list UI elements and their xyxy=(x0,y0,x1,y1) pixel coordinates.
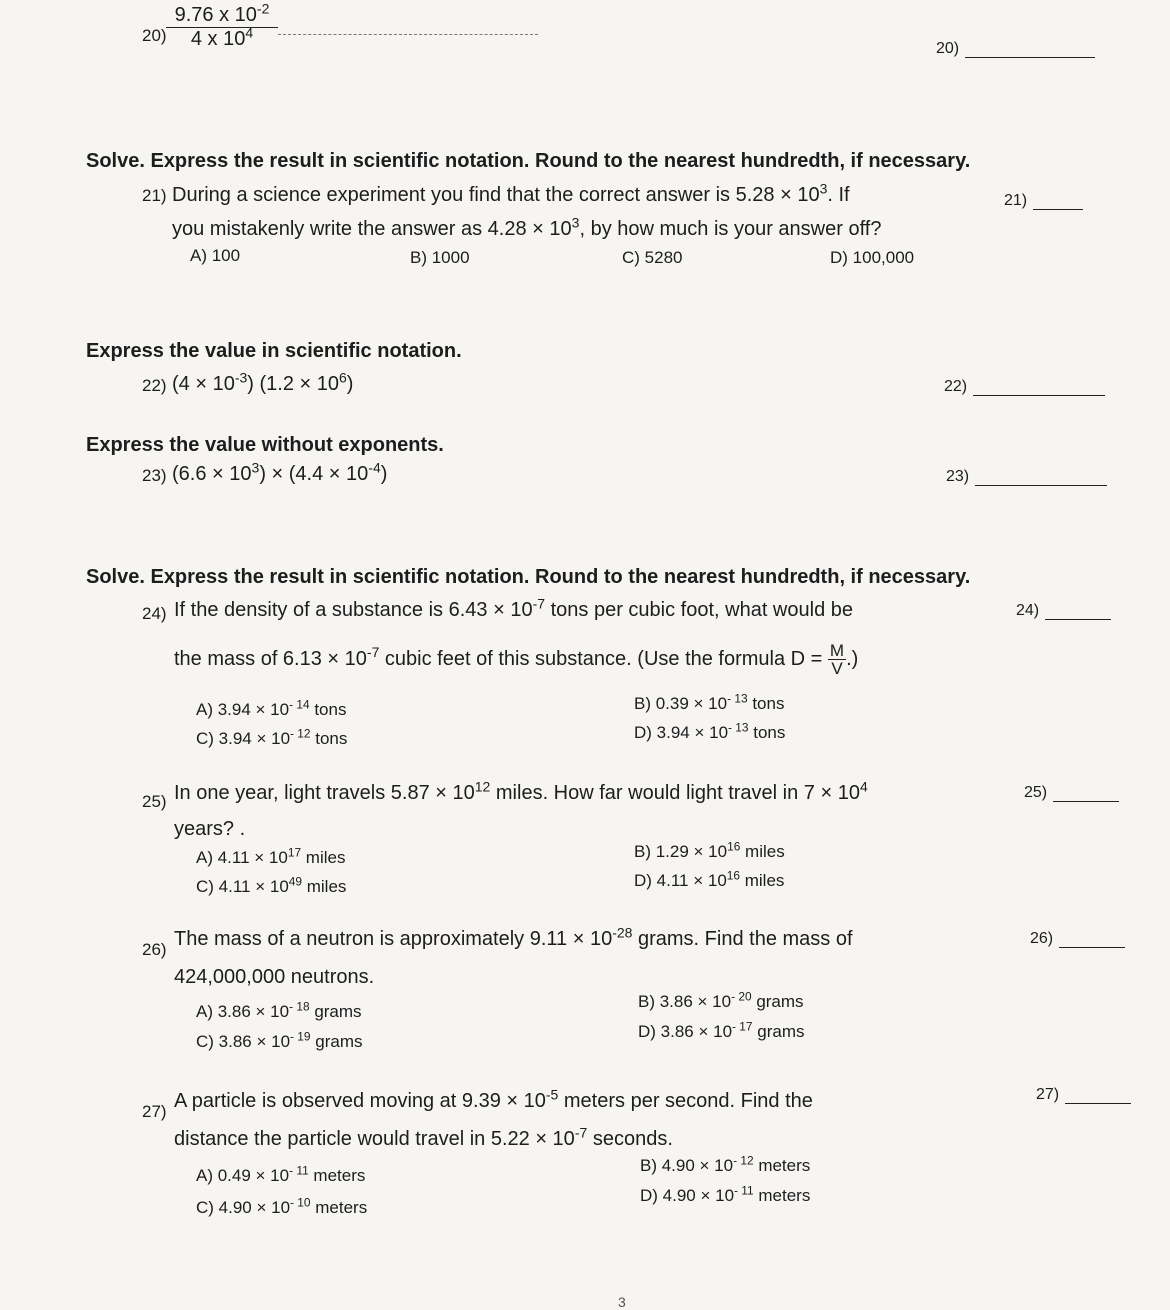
q26-number: 26) xyxy=(142,940,167,959)
q24-line1: If the density of a substance is $6.43 \times 10^{-7}$ tons per cubic foot, what would be xyxy=(174,595,853,621)
q21-choice-d[interactable]: D) 100,000 xyxy=(830,248,915,267)
q24-answer: 24) xyxy=(1016,602,1111,620)
scribble-line xyxy=(278,34,538,35)
q24-choice-b[interactable]: B) $0.39 \times 10^{- 13}$ tons xyxy=(634,691,785,713)
formula-fraction: $\frac{M}{V}$ xyxy=(829,641,845,678)
section-heading-solve-2: Solve. Express the result in scientific notation. Round to the nearest hundredth, if necessary. xyxy=(86,566,971,588)
q23-answer: 23) xyxy=(946,468,1107,486)
q20-answer: 20) xyxy=(936,40,1095,58)
q21-number: 21) xyxy=(142,186,167,205)
answer-blank[interactable] xyxy=(1033,209,1083,210)
q21-choice-b[interactable]: B) 1000 xyxy=(410,248,470,267)
q22-answer: 22) xyxy=(944,378,1105,396)
answer-blank[interactable] xyxy=(1065,1103,1131,1104)
q21-answer: 21) xyxy=(1004,192,1083,210)
q25-number: 25) xyxy=(142,792,167,811)
q26-choice-d[interactable]: D) $3.86 \times 10^{- 17}$ grams xyxy=(638,1019,805,1041)
q26-answer: 26) xyxy=(1030,930,1125,948)
q21-line2: you mistakenly write the answer as $4.28 \times 10^3$, by how much is your answer off? xyxy=(172,214,882,240)
q27-choice-b[interactable]: B) $4.90 \times 10^{- 12}$ meters xyxy=(640,1153,811,1175)
q20-number: 20) xyxy=(142,26,167,45)
q20-fraction xyxy=(166,0,278,51)
answer-blank[interactable] xyxy=(1053,801,1119,802)
q26-choice-c[interactable]: C) $3.86 \times 10^{- 19}$ grams xyxy=(196,1029,363,1051)
q25-choice-d[interactable]: D) $4.11 \times 10^{16}$ miles xyxy=(634,868,785,890)
q26-line1: The mass of a neutron is approximately $9.11 \times 10^{-28}$ grams. Find the mass of xyxy=(174,924,853,950)
answer-blank[interactable] xyxy=(1045,619,1111,620)
answer-blank[interactable] xyxy=(973,395,1105,396)
q25-choice-a[interactable]: A) $4.11 \times 10^{17}$ miles xyxy=(196,845,346,867)
q27-choice-d[interactable]: D) $4.90 \times 10^{- 11}$ meters xyxy=(640,1183,811,1205)
q22-number: 22) xyxy=(142,376,167,395)
q21-choice-a[interactable]: A) 100 xyxy=(190,246,241,265)
q20-numerator: 9.76 x $10^{-2}$ xyxy=(174,0,270,26)
q24-line2: the mass of $6.13 \times 10^{-7}$ cubic feet of this substance. (Use the formula D = $\frac{M}{V}$ .) xyxy=(174,641,859,678)
q25-answer: 25) xyxy=(1024,784,1119,802)
answer-blank[interactable] xyxy=(1059,947,1125,948)
q27-line2: distance the particle would travel in $5.22 \times 10^{-7}$ seconds. xyxy=(174,1124,673,1150)
q24-choice-a[interactable]: A) $3.94 \times 10^{- 14}$ tons xyxy=(196,697,347,719)
q27-line1: A particle is observed moving at $9.39 \times 10^{-5}$ meters per second. Find the xyxy=(174,1086,813,1112)
q27-choice-c[interactable]: C) $4.90 \times 10^{- 10}$ meters xyxy=(196,1195,368,1217)
q24-choice-c[interactable]: C) $3.94 \times 10^{- 12}$ tons xyxy=(196,726,348,748)
q23-expression: $(6.6 \times 10^3) \times (4.4 \times 10^{-4})$ xyxy=(172,459,388,485)
page-number: 3 xyxy=(618,1294,626,1310)
q27-number: 27) xyxy=(142,1102,167,1121)
q25-line1: In one year, light travels $5.87 \times 10^{12}$ miles. How far would light travel in $7 \times 10^4$ xyxy=(174,778,868,804)
q25-choice-c[interactable]: C) $4.11 \times 10^{49}$ miles xyxy=(196,874,347,896)
q24-choice-d[interactable]: D) $3.94 \times 10^{- 13}$ tons xyxy=(634,720,786,742)
section-heading-solve-1: Solve. Express the result in scientific notation. Round to the nearest hundredth, if necessary. xyxy=(86,150,971,172)
answer-blank[interactable] xyxy=(965,57,1095,58)
q24-number: 24) xyxy=(142,604,167,623)
q25-line2: years? . xyxy=(174,818,246,840)
q21-line1: During a science experiment you find that the correct answer is $5.28 \times 10^3$. If xyxy=(172,180,850,206)
q23-number: 23) xyxy=(142,466,167,485)
q26-choice-a[interactable]: A) $3.86 \times 10^{- 18}$ grams xyxy=(196,999,362,1021)
section-heading-no-exponents: Express the value without exponents. xyxy=(86,434,444,456)
q26-choice-b[interactable]: B) $3.86 \times 10^{- 20}$ grams xyxy=(638,989,804,1011)
q25-choice-b[interactable]: B) $1.29 \times 10^{16}$ miles xyxy=(634,839,785,861)
section-heading-scientific: Express the value in scientific notation. xyxy=(86,340,462,362)
q27-choice-a[interactable]: A) $0.49 \times 10^{- 11}$ meters xyxy=(196,1163,366,1185)
q22-expression: $(4 \times 10^{-3})$ $(1.2 \times 10^6)$ xyxy=(172,369,354,395)
q27-answer: 27) xyxy=(1036,1086,1131,1104)
q21-choice-c[interactable]: C) 5280 xyxy=(622,248,683,267)
q26-line2: 424,000,000 neutrons. xyxy=(174,966,375,988)
q20-denominator: 4 x $10^4$ xyxy=(190,24,254,50)
answer-blank[interactable] xyxy=(975,485,1107,486)
